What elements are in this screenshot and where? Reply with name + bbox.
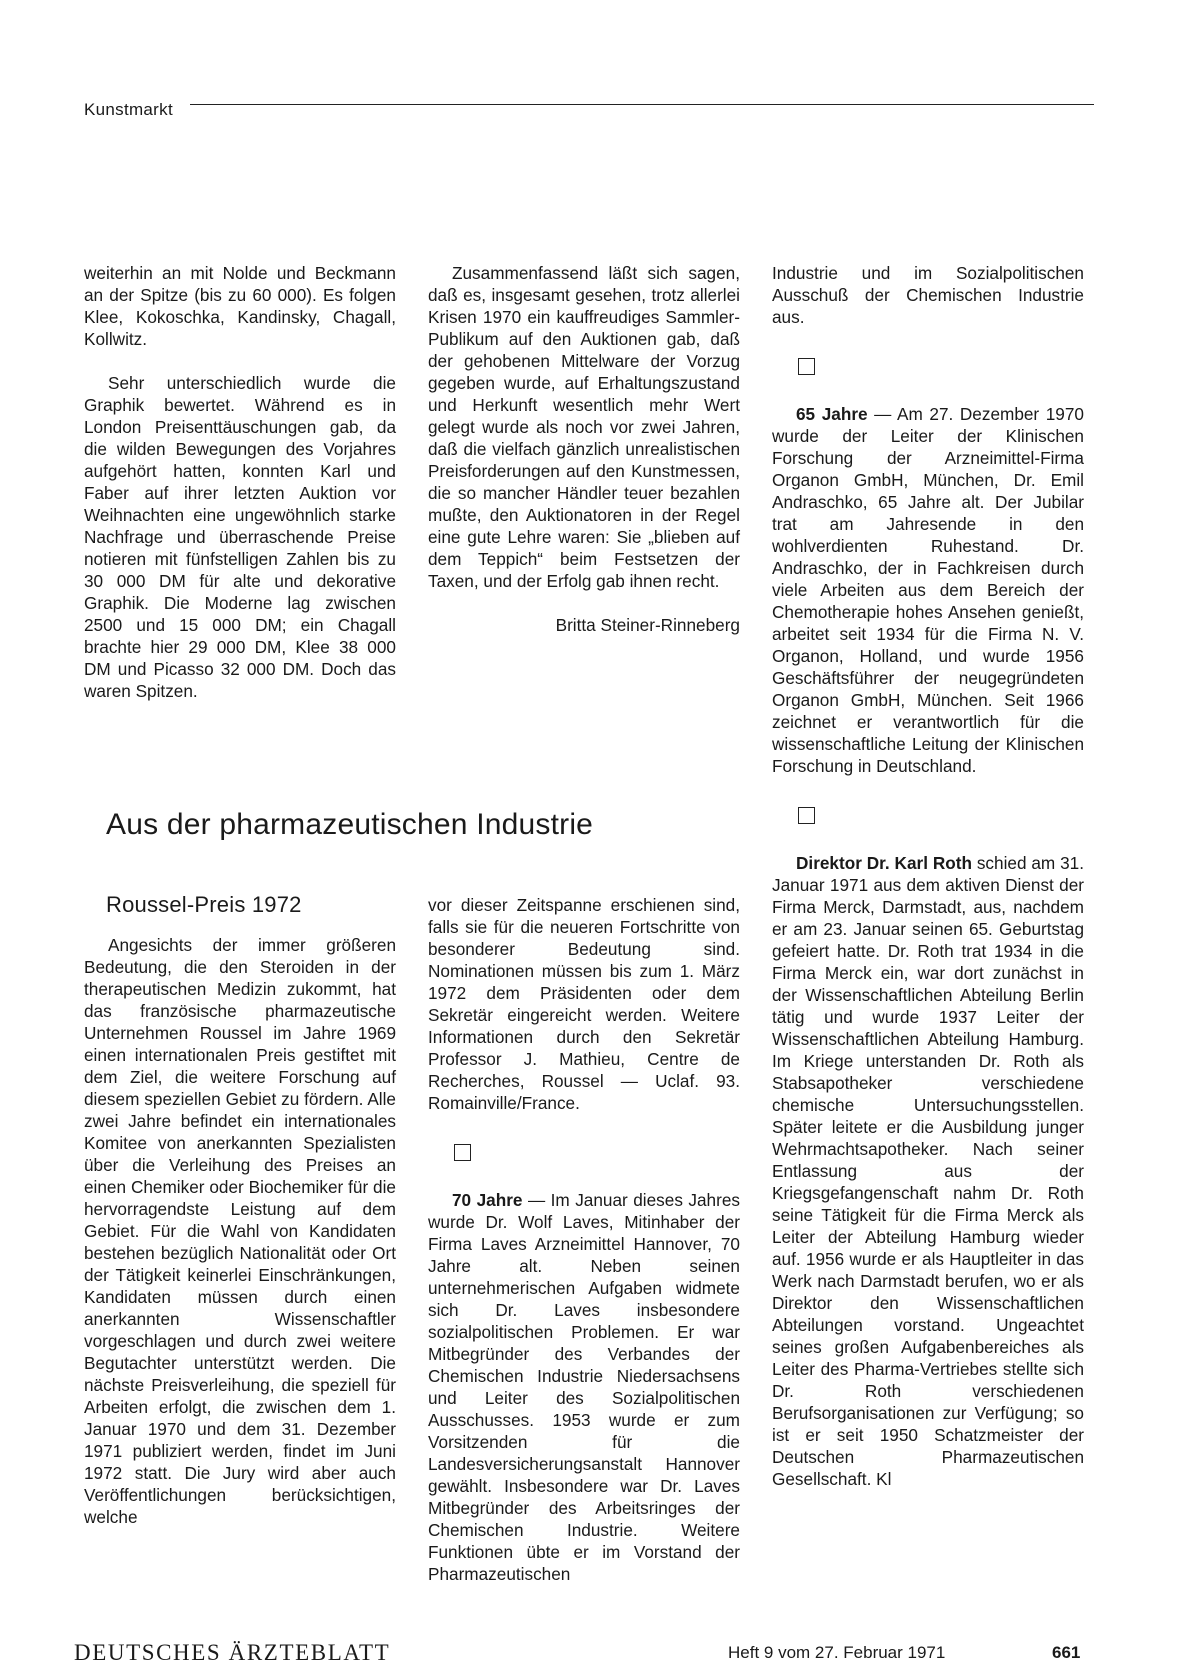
item-heading: 70 Jahre [452,1190,523,1210]
page-number: 661 [1052,1643,1081,1662]
paragraph: Angesichts der immer größeren Bedeutung, die den Steroiden in der therapeutischen Medizin zukommt, hat das französische pharmazeutische Unternehmen Roussel im Jahre 1969 einen internationalen Preis gestiftet mit dem Ziel, die weitere Forschung auf diesem speziellen Gebiet zu fördern. Alle zwei Jahre befindet ein internationales Komitee von anerkannten Spezialisten über die Verleihung des Preises an einen Chemiker oder Biochemiker für die hervorragendste Leistung auf dem Gebiet. Für die Wahl von Kandidaten bestehen bezüglich Nationalität oder Ort der Tätigkeit keinerlei Einschränkungen, Kandidaten müssen durch einen anerkannten Wissenschaftler vorgeschlagen und durch zwei weitere Begutachter unterstützt werden. Die nächste Preisverleihung, die speziell für Arbeiten erfolgt, die zwischen dem 1. Januar 1970 und dem 31. Dezember 1971 publiziert werden, findet im Juni 1972 statt. Die Jury wird aber auch Veröffentlichungen berücksichtigen, welche [84,935,396,1527]
header-rule [190,104,1094,105]
item-text: schied am 31. Januar 1971 aus dem aktiven Dienst der Firma Merck, Darmstadt, aus, nachdem er am 23. Januar seinen 65. Geburtstag gefeiert hatte. Dr. Roth trat 1934 in die Firma Merck ein, war dort zunächst in der Wissenschaftlichen Abteilung Berlin tätig und wurde 1937 Leiter der Wissenschaftlichen Abteilung Hamburg. Im Kriege unterstanden Dr. Roth als Stabsapotheker verschiedene chemische Untersuchungsstellen. Später leitete er die Ausbildung junger Wehrmachtsapotheker. Nach seiner Entlassung aus der Kriegsgefangenschaft nahm Dr. Roth seine Tätigkeit für die Firma Merck als Leiter der Abteilung Hamburg wieder auf. 1956 wurde er als Hauptleiter in das Werk nach Darmstadt berufen, wo er als Direktor den Wissenschaftlichen Abteilungen vorstand. Ungeachtet seines großen Aufgabenbereiches als Leiter des Pharma-Vertriebes stellte sich Dr. Roth verschiedenen Berufsorganisationen zur Verfügung; so ist er seit 1950 Schatzmeister der Deutschen Pharmazeutischen Gesellschaft. Kl [772,853,1084,1489]
separator-box-icon [798,807,815,824]
author-signature: Britta Steiner-Rinneberg [555,615,740,635]
item-text: — Am 27. Dezember 1970 wurde der Leiter der Klinischen Forschung der Arzneimittel-Firma Organon GmbH, München, Dr. Emil Andraschko, 65 Jahre alt. Der Jubilar trat am Jahresende in den wohlverdienten Ruhestand. Dr. Andraschko, der in Fachkreisen durch viele Arbeiten aus dem Bereich der Chemotherapie hohes Ansehen genießt, arbeitet seit 1934 für die Firma N. V. Organon, Holland, und wurde 1956 Geschäftsführer der neugegründeten Organon GmbH, München. Seit 1966 zeichnet er verantwortlich für die wissenschaftliche Leitung der Klinischen Forschung in Deutschland. [772,404,1084,776]
section-label: Kunstmarkt [84,100,173,119]
news-item [428,1189,740,1585]
item-heading: Direktor Dr. Karl Roth [796,853,972,873]
separator-box-icon [798,358,815,375]
top-column-1 [84,262,396,702]
separator-box-icon [454,1144,471,1161]
item-text: — Im Januar dieses Jahres wurde Dr. Wolf Laves, Mitinhaber der Firma Laves Arzneimittel Hannover, 70 Jahre alt. Neben seinen unternehmerischen Aufgaben widmete sich Dr. Laves insbesondere sozialpolitischen Problemen. Er war Mitbegründer des Verbandes der Chemischen Industrie Niedersachsens und Leiter des Sozialpolitischen Ausschusses. 1953 wurde er zum Vorsitzenden für die Landesversicherungsanstalt Hannover gewählt. Insbesondere war Dr. Laves Mitbegründer des Arbeitsringes der Chemischen Industrie. Weitere Funktionen übte er im Vorstand der Pharmazeutischen [428,1190,740,1584]
paragraph: Industrie und im Sozialpolitischen Ausschuß der Chemischen Industrie aus. [772,263,1084,327]
publication-name: DEUTSCHES ÄRZTEBLATT [74,1640,391,1665]
item-heading: 65 Jahre [796,404,868,424]
article-subheading: Roussel-Preis 1972 [106,892,302,917]
section-heading: Aus der pharmazeutischen Industrie [106,808,594,841]
issue-info: Heft 9 vom 27. Februar 1971 [728,1643,946,1662]
paragraph: vor dieser Zeitspanne erschienen sind, falls sie für die neueren Fortschritte von besonderer Bedeutung sind. Nominationen müssen bis zum 1. März 1972 dem Präsidenten oder dem Sekretär eingereicht werden. Weitere Informationen durch den Sekretär Professor J. Mathieu, Centre de Recherches, Roussel — Uclaf. 93. Romainville/France. [428,895,740,1113]
paragraph: weiterhin an mit Nolde und Beckmann an der Spitze (bis zu 60 000). Es folgen Klee, Kokoschka, Kandinsky, Chagall, Kollwitz. [84,263,396,349]
news-item [772,403,1084,777]
paragraph: Sehr unterschiedlich wurde die Graphik bewertet. Während es in London Preisenttäuschungen gab, da die wilden Bewegungen des Vorjahres aufgehört hatten, konnten Karl und Faber auf ihrer letzten Auktion vor Weihnachten eine ungewöhnlich starke Nachfrage und überraschende Preise notieren mit fünfstelligen Zahlen bis zu 30 000 DM für alte und dekorative Graphik. Die Moderne lag zwischen 2500 und 15 000 DM; ein Chagall brachte hier 29 000 DM, Klee 38 000 DM und Picasso 32 000 DM. Doch das waren Spitzen. [84,373,396,701]
top-column-2 [428,262,740,636]
paragraph: Zusammenfassend läßt sich sagen, daß es, insgesamt gesehen, trotz allerlei Krisen 1970 ein kauffreudiges Sammler-Publikum auf den Auktionen gab, daß der gehobenen Mittelware der Vorzug gegeben wurde, auf Erhaltungszustand und Herkunft wesentlich mehr Wert gelegt wurde als noch vor zwei Jahren, daß die vielfach gänzlich unrealistischen Preisforderungen auf den Kunstmessen, die so mancher Händler teuer bezahlen mußte, den Auktionatoren in der Regel eine gute Lehre waren: Sie „blieben auf dem Teppich“ beim Festsetzen der Taxen, und der Erfolg gab ihnen recht. [428,263,740,591]
lower-column-1 [84,894,396,1528]
right-column [772,262,1084,1490]
lower-column-2 [428,894,740,1585]
news-item [772,852,1084,1490]
